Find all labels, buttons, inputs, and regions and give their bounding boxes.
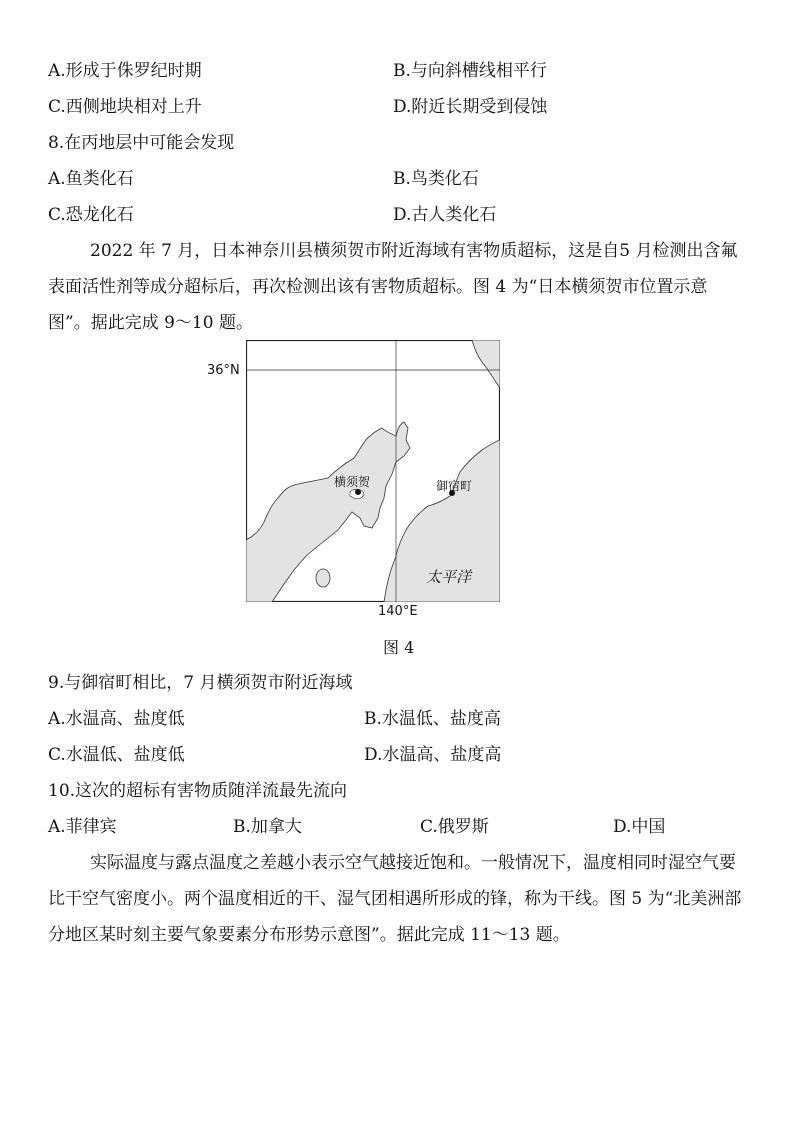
q8-option-d: D.古人类化石 (393, 205, 497, 225)
island (316, 569, 330, 587)
q9-option-b: B.水温低、盐度高 (364, 709, 501, 729)
q10-option-c: C.俄罗斯 (420, 817, 489, 837)
q10-option-d: D.中国 (613, 817, 666, 837)
label-36n: 36°N (207, 363, 240, 378)
passage-yokosuka: 2022 年 7 月，日本神奈川县横须贺市附近海域有害物质超标，这是自5 月检测出含氟表面活性剂等成分超标后，再次检测出该有害物质超标。图 4 为“日本横须贺市位置示意图”。据此完成 9～10 题。 (48, 241, 738, 333)
q7-option-d: D.附近长期受到侵蚀 (393, 97, 548, 117)
q8-option-b: B.鸟类化石 (393, 169, 479, 189)
q9-stem: 9.与御宿町相比，7 月横须贺市附近海域 (48, 673, 353, 693)
q8-option-c: C.恐龙化石 (48, 205, 134, 225)
q10-stem: 10.这次的超标有害物质随洋流最先流向 (48, 781, 348, 801)
q9-option-c: C.水温低、盐度低 (48, 745, 185, 765)
figure-caption: 图 4 (383, 638, 415, 657)
figure-4-map (246, 340, 500, 602)
passage-dryline: 实际温度与露点温度之差越小表示空气越接近饱和。一般情况下，温度相同时湿空气要 比干空气密度小。两个温度相近的干、湿气团相遇所形成的锋，称为干线。图 5 为“北美洲部分地区某时刻主要气象要素分布形势示意图”。据此完成 11～13 题。 (48, 853, 742, 945)
q10-option-b: B.加拿大 (233, 817, 302, 837)
label-pacific-ocean: 太平洋 (426, 568, 472, 586)
label-onjuku: 御宿町 (436, 479, 473, 493)
q7-option-b: B.与向斜槽线相平行 (393, 61, 547, 81)
label-140e: 140°E (378, 604, 418, 619)
q8-option-a: A.鱼类化石 (48, 169, 134, 189)
q8-stem: 8.在丙地层中可能会发现 (48, 133, 235, 153)
map-svg (246, 340, 500, 602)
label-yokosuka: 横须贺 (334, 475, 371, 489)
q7-option-c: C.西侧地块相对上升 (48, 97, 202, 117)
q9-option-a: A.水温高、盐度低 (48, 709, 185, 729)
q10-option-a: A.菲律宾 (48, 817, 117, 837)
q9-option-d: D.水温高、盐度高 (364, 745, 502, 765)
q7-option-a: A.形成于侏罗纪时期 (48, 61, 202, 81)
